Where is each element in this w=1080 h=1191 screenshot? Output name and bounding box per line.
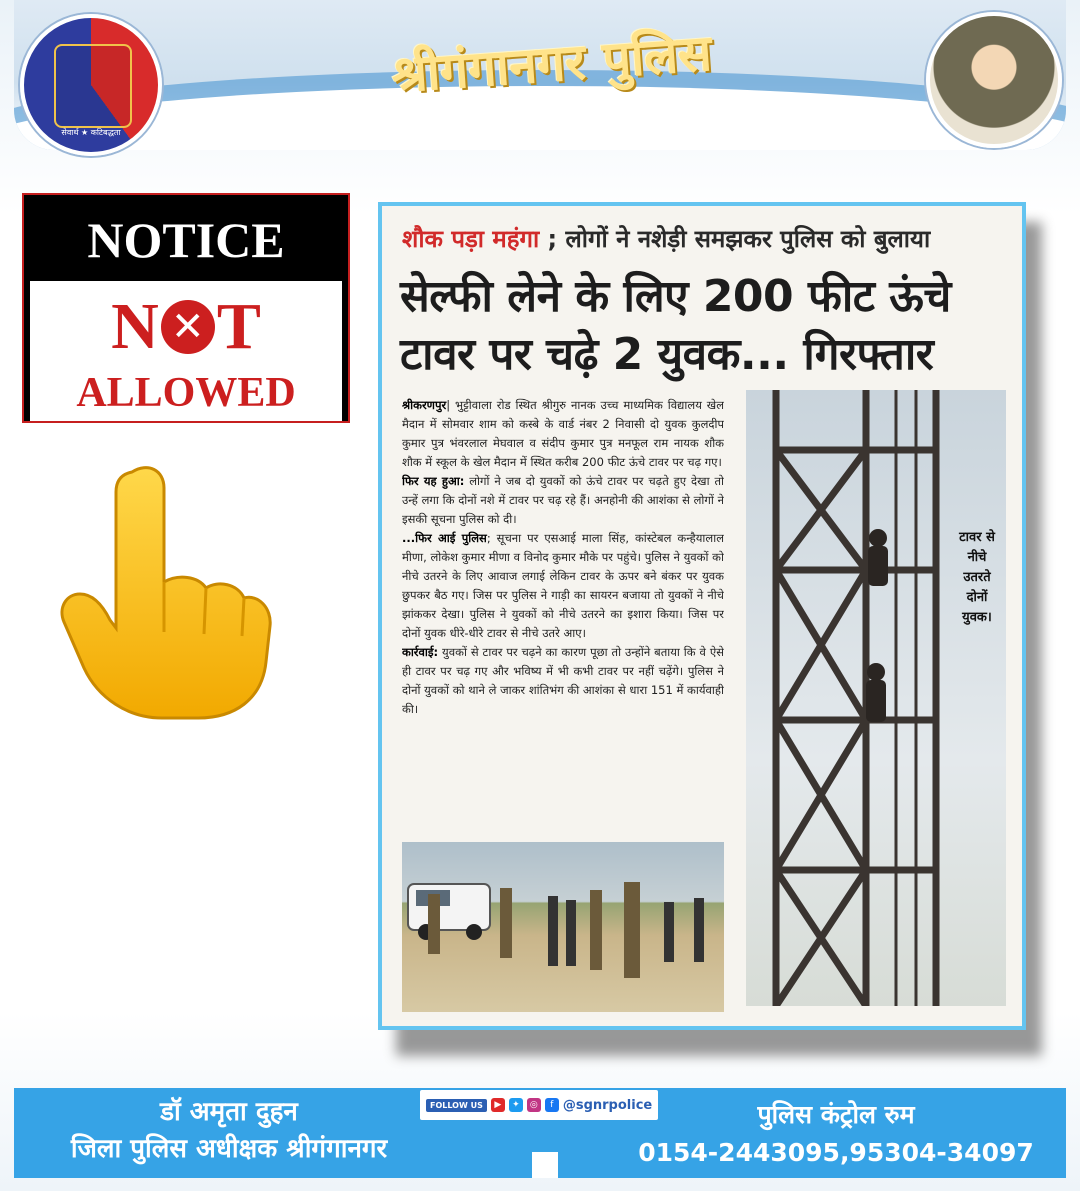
paragraph-2-lead: फिर यह हुआ: xyxy=(402,474,465,488)
paragraph-4-lead: कार्रवाई: xyxy=(402,645,439,659)
article-headline xyxy=(400,268,1010,388)
footer-control-room xyxy=(626,1096,1046,1172)
headline-line-1: सेल्फी लेने के लिए 200 फीट ऊंचे xyxy=(400,271,951,322)
notice-allowed: ALLOWED xyxy=(76,370,296,416)
control-room-label: पुलिस कंट्रोल रुम xyxy=(757,1100,915,1129)
social-follow-bar[interactable] xyxy=(420,1090,658,1120)
footer-officer xyxy=(14,1094,444,1168)
officer-name: डॉ अमृता दुहन xyxy=(160,1097,298,1127)
paragraph-3-text: ; सूचना पर एसआई माला सिंह, कांस्टेबल कन्हैयालाल मीणा, लोकेश कुमार मीणा व विनोद कुमार मौके पर पहुंचे। पुलिस ने युवकों को नीचे उतरने के लिए आवाज लगाई लेकिन टावर के ऊपर बने बंकर पर युवक छुपकर बैठ गए। जिस पर पुलिस ने गाड़ी का सायरन बजाया तो युवकों ने नीचे झांककर देखा। पुलिस ने युवकों को नीचे उतरने का इशारा किया। जिस पर दोनों युवक धीरे-धीरे टावर से नीचे उतरे आए। xyxy=(402,531,724,640)
paragraph-3 xyxy=(402,529,724,643)
control-room-numbers: 0154-2443095,95304-34097 xyxy=(638,1138,1034,1167)
kicker-text: ; लोगों ने नशेड़ी समझकर पुलिस को बुलाया xyxy=(539,225,931,253)
notice-not xyxy=(30,289,342,365)
social-handle[interactable]: @sgnrpolice xyxy=(562,1097,653,1113)
notice-body xyxy=(30,281,342,421)
article-body xyxy=(402,396,724,826)
emblem-crest xyxy=(54,44,132,128)
headline-line-2: टावर पर चढ़े 2 युवक... गिरफ्तार xyxy=(400,329,934,380)
paragraph-4-text: युवकों से टावर पर चढ़ने का कारण पूछा तो उन्होंने बताया कि वे ऐसे ही टावर पर चढ़ गए और भविष्य में भी कभी टावर पर नहीं चढ़ेंगे। पुलिस ने दोनों युवकों को थाने ले जाकर शांतिभंग की आशंका से धारा 151 में कार्यवाही की। xyxy=(402,645,724,716)
instagram-icon[interactable]: ◎ xyxy=(527,1098,541,1112)
footer-notch xyxy=(532,1152,558,1178)
notice-heading: NOTICE xyxy=(87,212,285,268)
pointing-hand-icon xyxy=(58,462,278,722)
police-emblem-icon xyxy=(20,14,162,156)
notice-sign xyxy=(22,193,350,423)
kicker-highlight: शौक पड़ा महंगा xyxy=(402,225,540,253)
police-scene-photo xyxy=(402,842,724,1012)
officer-designation: जिला पुलिस अधीक्षक श्रीगंगानगर xyxy=(70,1134,388,1164)
police-scene-figures xyxy=(402,842,724,1012)
notice-not-n: N xyxy=(111,290,159,363)
officer-portrait xyxy=(926,12,1062,148)
follow-us-tag: FOLLOW US xyxy=(426,1099,487,1112)
facebook-icon[interactable]: f xyxy=(545,1098,559,1112)
paragraph-1-text: | भुट्टीवाला रोड स्थित श्रीगुरु नानक उच्च माध्यमिक विद्यालय खेल मैदान में सोमवार शाम को कस्बे के वार्ड नंबर 2 निवासी दो युवक कुलदीप कुमार पुत्र भंवरलाल मेघवाल व संदीप कुमार पुत्र मनफूल राम नायक शौक शौक में स्कूल के खेल मैदान में स्थित करीब 200 फीट ऊंचे टावर पर चढ़ गए। xyxy=(402,398,724,469)
paragraph-2-text: लोगों ने जब दो युवकों को ऊंचे टावर पर चढ़ते हुए देखा तो उन्हें लगा कि दोनों नशे में टावर पर चढ़ रहे हैं। अनहोनी की आशंका से लोगों ने इसकी सूचना पुलिस को दी। xyxy=(402,474,724,526)
twitter-icon[interactable]: ✦ xyxy=(509,1098,523,1112)
tower-caption: टावर से नीचे उतरते दोनों युवक। xyxy=(959,530,995,625)
x-circle-icon: ✕ xyxy=(161,300,215,354)
paragraph-1-lead: श्रीकरणपुर xyxy=(402,398,447,412)
emblem-motto: सेवार्थ ★ कटिबद्धता xyxy=(61,128,121,137)
article-kicker xyxy=(402,222,1012,258)
notice-not-t: T xyxy=(216,290,261,363)
paragraph-2 xyxy=(402,472,724,529)
youtube-icon[interactable]: ▶ xyxy=(491,1098,505,1112)
page-title: श्रीगंगानगर पुलिस xyxy=(389,22,714,105)
tower-structure xyxy=(746,390,1006,1006)
paragraph-3-lead: ...फिर आई पुलिस xyxy=(402,531,487,545)
paragraph-1 xyxy=(402,396,724,472)
tower-photo xyxy=(746,390,1006,1006)
paragraph-4 xyxy=(402,643,724,719)
